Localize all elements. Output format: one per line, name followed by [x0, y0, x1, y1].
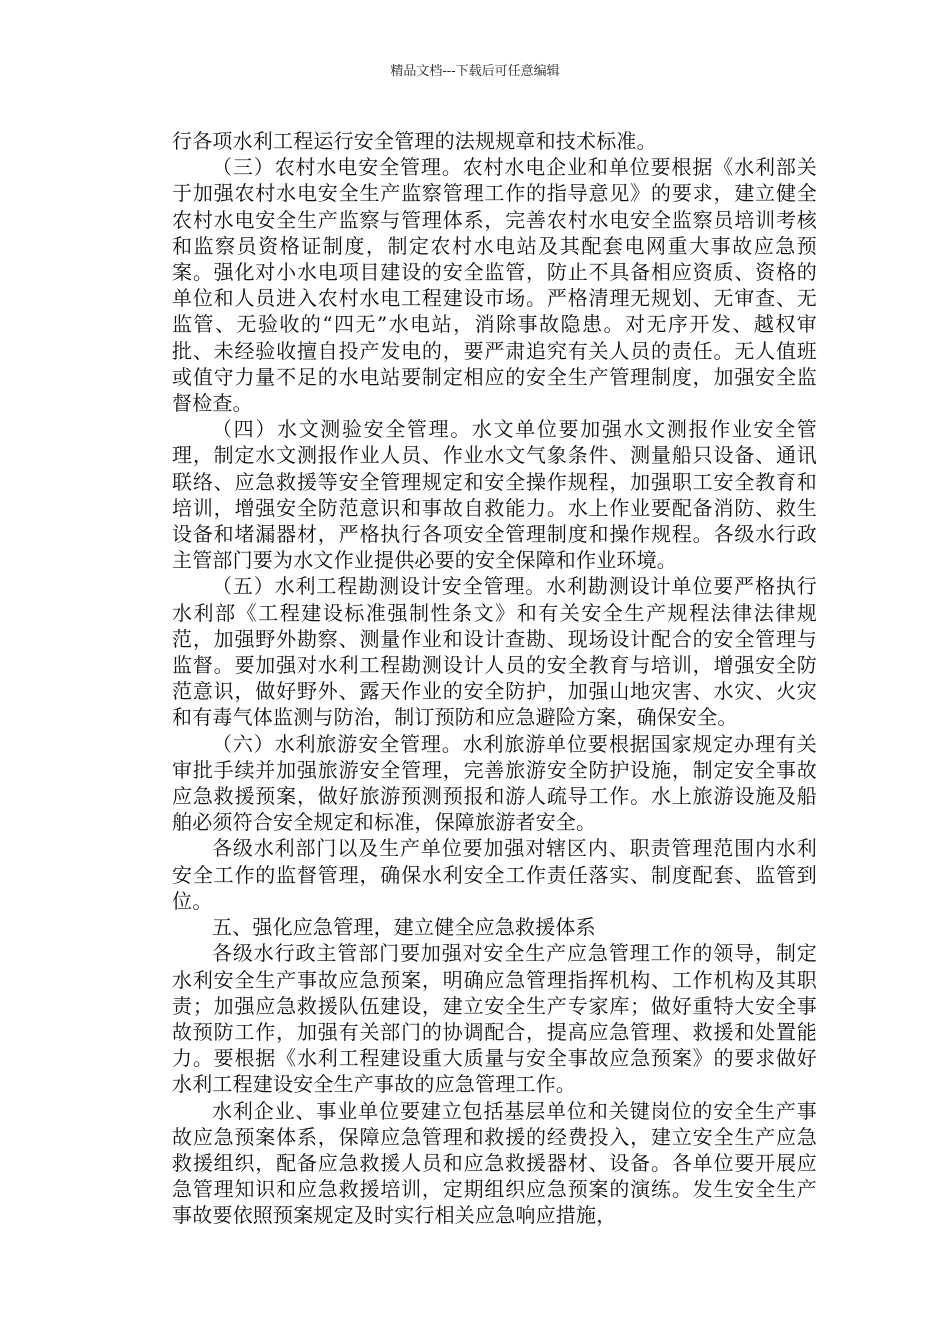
paragraph-emergency-management: 各级水行政主管部门要加强对安全生产应急管理工作的领导，制定水利安全生产事故应急预案，明确应急管理指挥机构、工作机构及其职责；加强应急救援队伍建设，建立安全生产专家库；做好重特大安全事故预防工作，加强有关部门的协调配合，提高应急管理、救援和处置能力。要根据《水利工程建设重大质量与安全事故应急预案》的要求做好水利工程建设安全生产事故的应急管理工作。: [172, 941, 817, 1097]
paragraph-emergency-plans: 水利企业、事业单位要建立包括基层单位和关键岗位的安全生产事故应急预案体系，保障应急管理和救援的经费投入，建立安全生产应急救援组织，配备应急救援人员和应急救援器材、设备。各单位要开展应急管理知识和应急救援培训，定期组织应急预案的演练。发生安全生产事故要依照预案规定及时实行相关应急响应措施，: [172, 1098, 817, 1228]
document-body: [172, 128, 817, 1229]
paragraph-supervision: 各级水利部门以及生产单位要加强对辖区内、职责管理范围内水利安全工作的监督管理，确保水利安全工作责任落实、制度配套、监管到位。: [172, 836, 817, 913]
paragraph-survey-design: （五）水利工程勘测设计安全管理。水利勘测设计单位要严格执行水利部《工程建设标准强制性条文》和有关安全生产规程法律法律规范，加强野外勘察、测量作业和设计查勘、现场设计配合的安全管理与监督。要加强对水利工程勘测设计人员的安全教育与培训，增强安全防范意识，做好野外、露天作业的安全防护，加强山地灾害、水灾、火灾和有毒气体监测与防治，制订预防和应急避险方案，确保安全。: [172, 574, 817, 730]
section-heading-emergency: 五、强化应急管理，建立健全应急救援体系: [212, 915, 596, 940]
paragraph-hydrology: （四）水文测验安全管理。水文单位要加强水文测报作业安全管理，制定水文测报作业人员、作业水文气象条件、测量船只设备、通讯联络、应急救援等安全管理规定和安全操作规程，加强职工安全教育和培训，增强安全防范意识和事故自救能力。水上作业要配备消防、救生设备和堵漏器材，严格执行各项安全管理制度和操作规程。各级水行政主管部门要为水文作业提供必要的安全保障和作业环境。: [172, 417, 817, 573]
paragraph-1: 行各项水利工程运行安全管理的法规规章和技术标准。: [172, 129, 657, 153]
paragraph-water-tourism: （六）水利旅游安全管理。水利旅游单位要根据国家规定办理有关审批手续并加强旅游安全管理，完善旅游安全防护设施，制定安全事故应急救援预案，做好旅游预测预报和游人疏导工作。水上旅游设施及船舶必须符合安全规定和标准，保障旅游者安全。: [172, 731, 817, 835]
paragraph-rural-hydropower: （三）农村水电安全管理。农村水电企业和单位要根据《水利部关于加强农村水电安全生产监察管理工作的指导意见》的要求，建立健全农村水电安全生产监察与管理体系，完善农村水电安全监察员培训考核和监察员资格证制度，制定农村水电站及其配套电网重大事故应急预案。强化对小水电项目建设的安全监管，防止不具备相应资质、资格的单位和人员进入农村水电工程建设市场。严格清理无规划、无审查、无监管、无验收的“四无”水电站，消除事故隐患。对无序开发、越权审批、未经验收擅自投产发电的，要严肃追究有关人员的责任。无人值班或值守力量不足的水电站要制定相应的安全生产管理制度，加强安全监督检查。: [172, 155, 817, 416]
page-header: 精品文档---下载后可任意编辑: [390, 64, 560, 79]
